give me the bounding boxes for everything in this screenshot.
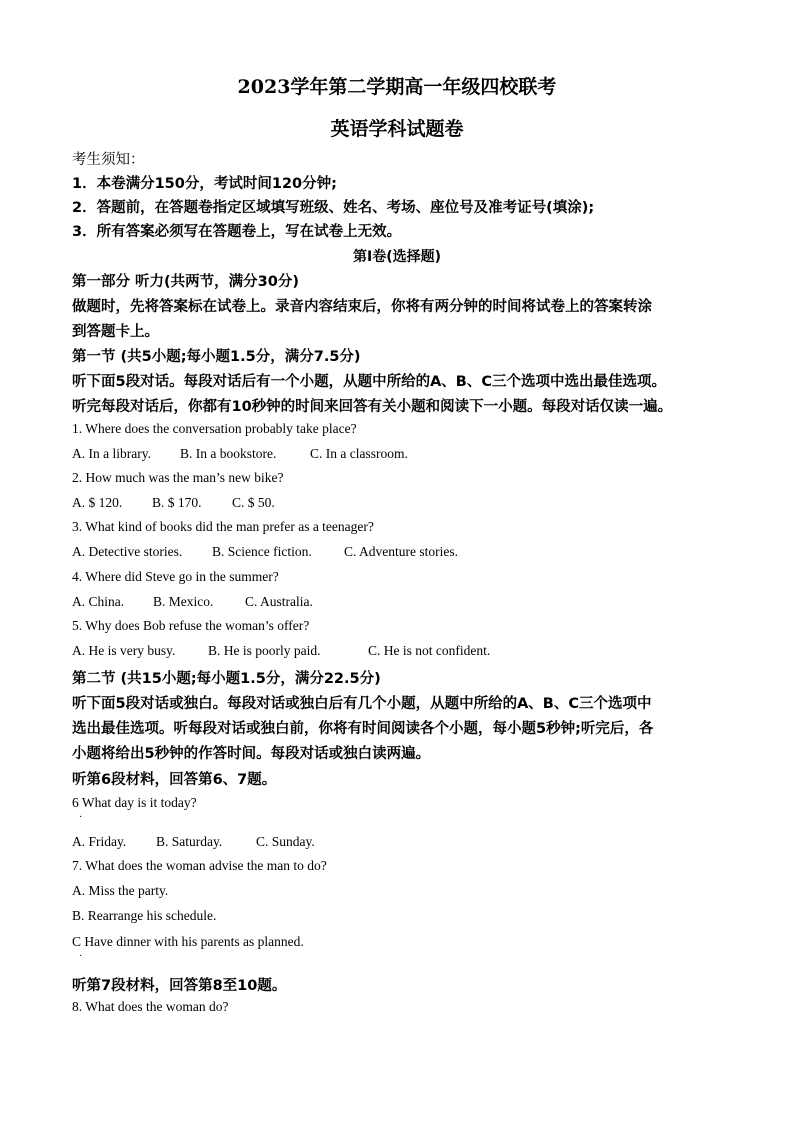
section2-intro-line-1: 听下面5段对话或独白。每段对话或独白后有几个小题，从题中所给的A、B、C三个选项中 xyxy=(72,696,652,712)
q7-option-a: A. Miss the party. xyxy=(72,883,169,898)
exam-subtitle: 英语学科试题卷 xyxy=(330,118,464,140)
question-6-options xyxy=(72,834,315,850)
q4-option-b: B. Mexico. xyxy=(153,594,214,609)
q5-option-a: A. He is very busy. xyxy=(72,643,176,658)
notice-item-3: 3．所有答案必须写在答题卷上，写在试卷上无效。 xyxy=(72,224,402,240)
q4-option-a: A. China. xyxy=(72,594,125,609)
stray-dot-mark-2: · xyxy=(79,951,83,962)
notice-heading: 考生须知： xyxy=(72,152,145,168)
question-8: 8. What does the woman do? xyxy=(72,999,229,1014)
question-2: 2. How much was the man’s new bike? xyxy=(72,470,284,485)
material-6-heading: 听第6段材料，回答第6、7题。 xyxy=(72,772,277,788)
section2-heading: 第二节 (共15小题;每小题1.5分，满分22.5分) xyxy=(72,671,381,687)
q1-option-b: B. In a bookstore. xyxy=(180,446,277,461)
q2-option-a: A. $ 120. xyxy=(72,495,123,510)
q3-option-b: B. Science fiction. xyxy=(212,544,312,559)
section1-intro-line-1: 听下面5段对话。每段对话后有一个小题，从题中所给的A、B、C三个选项中选出最佳选项。 xyxy=(72,374,667,390)
question-1: 1. Where does the conversation probably take place? xyxy=(72,421,357,436)
notice-item-2: 2．答题前，在答题卷指定区域填写班级、姓名、考场、座位号及准考证号(填涂); xyxy=(72,200,595,216)
q1-option-c: C. In a classroom. xyxy=(310,446,408,461)
section2-intro-line-3: 小题将给出5秒钟的作答时间。每段对话或独白读两遍。 xyxy=(72,746,431,762)
part1-heading: 第一部分 听力(共两节，满分30分) xyxy=(72,274,299,290)
q2-option-c: C. $ 50. xyxy=(232,495,275,510)
question-6: 6 What day is it today? xyxy=(72,795,197,810)
part1-intro-line-1: 做题时，先将答案标在试卷上。录音内容结束后，你将有两分钟的时间将试卷上的答案转涂 xyxy=(72,299,652,315)
q6-option-a: A. Friday. xyxy=(72,834,127,849)
question-5: 5. Why does Bob refuse the woman’s offer? xyxy=(72,618,310,633)
q6-option-c: C. Sunday. xyxy=(256,834,315,849)
q2-option-b: B. $ 170. xyxy=(152,495,202,510)
section1-intro-line-2: 听完每段对话后，你都有10秒钟的时间来回答有关小题和阅读下一小题。每段对话仅读一遍。 xyxy=(72,399,673,415)
q4-option-c: C. Australia. xyxy=(245,594,313,609)
q7-option-b: B. Rearrange his schedule. xyxy=(72,908,217,923)
volume-title: 第Ⅰ卷(选择题) xyxy=(352,249,441,265)
material-7-heading: 听第7段材料，回答第8至10题。 xyxy=(72,978,287,994)
question-4-options xyxy=(72,594,313,610)
exam-title: 2023学年第二学期高一年级四校联考 xyxy=(237,76,557,98)
q6-option-b: B. Saturday. xyxy=(156,834,223,849)
q3-option-a: A. Detective stories. xyxy=(72,544,183,559)
question-4: 4. Where did Steve go in the summer? xyxy=(72,569,279,584)
question-5-options xyxy=(72,643,490,659)
question-7: 7. What does the woman advise the man to do? xyxy=(72,858,327,873)
q1-option-a: A. In a library. xyxy=(72,446,151,461)
question-1-options xyxy=(72,446,408,462)
notice-item-1: 1．本卷满分150分，考试时间120分钟; xyxy=(72,176,337,192)
question-3: 3. What kind of books did the man prefer as a teenager? xyxy=(72,519,374,534)
stray-dot-mark: · xyxy=(79,812,83,823)
q7-option-c: C Have dinner with his parents as planned. xyxy=(72,934,304,949)
section1-heading: 第一节 (共5小题;每小题1.5分，满分7.5分) xyxy=(72,349,361,365)
section2-intro-line-2: 选出最佳选项。听每段对话或独白前，你将有时间阅读各个小题，每小题5秒钟;听完后，各 xyxy=(72,721,654,737)
question-3-options xyxy=(72,544,458,560)
q5-option-b: B. He is poorly paid. xyxy=(208,643,321,658)
q3-option-c: C. Adventure stories. xyxy=(344,544,458,559)
q5-option-c: C. He is not confident. xyxy=(368,643,491,658)
part1-intro-line-2: 到答题卡上。 xyxy=(72,324,159,340)
question-2-options xyxy=(72,495,275,511)
